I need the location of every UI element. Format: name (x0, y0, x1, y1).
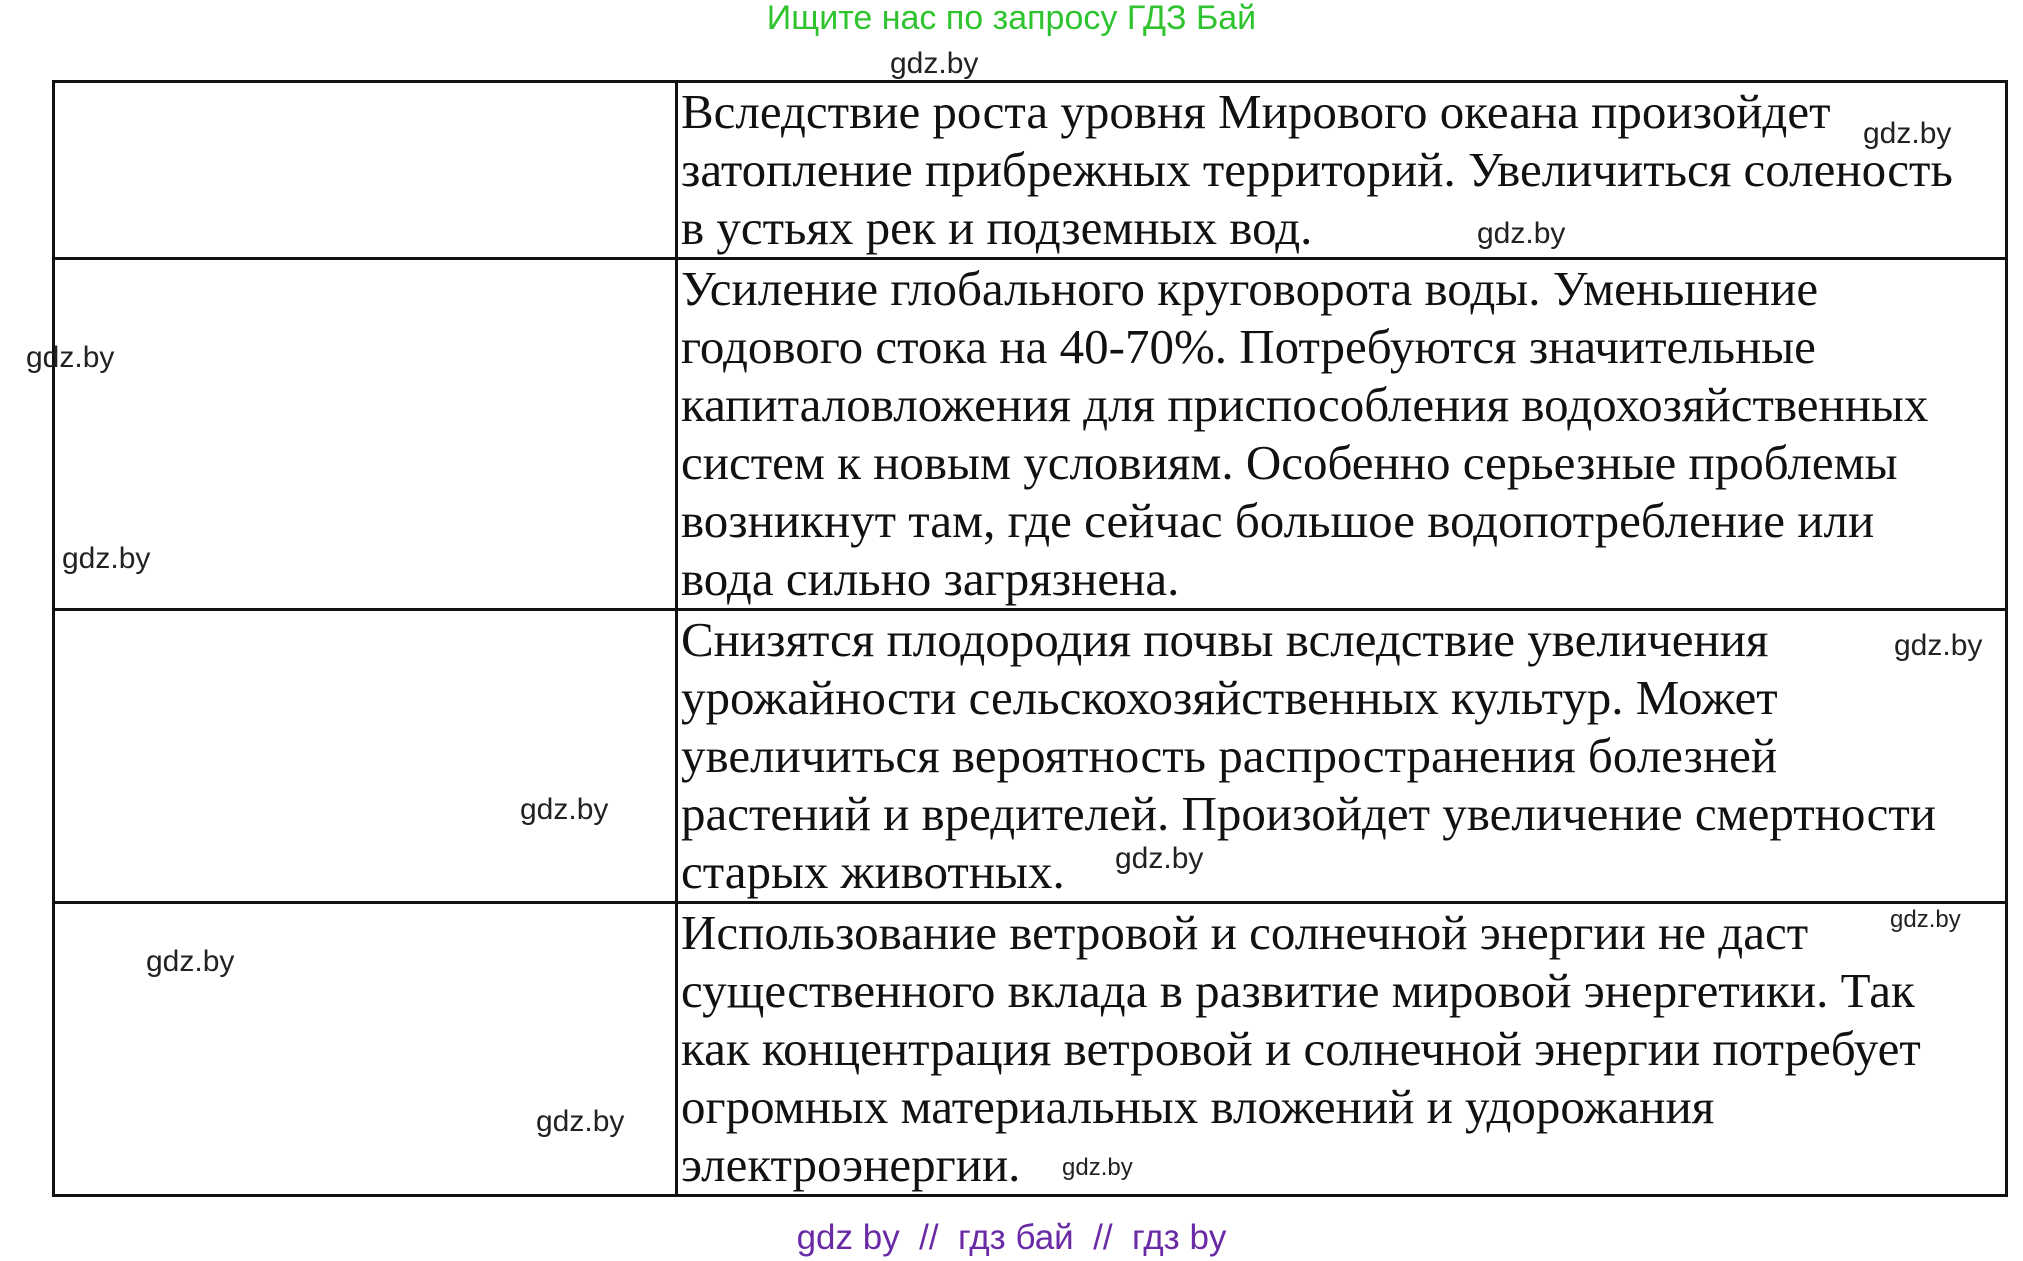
cell-line: Снизятся плодородия почвы вследствие увеличения (681, 612, 1769, 667)
watermark: gdz.by (146, 945, 235, 978)
cell-line: годового стока на 40-70%. Потребуются значительные (681, 319, 1816, 374)
watermark: gdz.by (536, 1105, 625, 1138)
cell-line: Вследствие роста уровня Мирового океана произойдет (681, 84, 1831, 139)
cell-line: существенного вклада в развитие мировой энергетики. Так (681, 963, 1915, 1018)
cell-line: вода сильно загрязнена. (681, 551, 1180, 606)
watermark: gdz.by (62, 542, 151, 575)
cell-line: затопление прибрежных территорий. Увеличиться соленость (681, 142, 1953, 197)
watermark: gdz.by (520, 793, 609, 826)
watermark: gdz.by (890, 47, 979, 80)
footer-links (0, 1218, 2023, 1258)
cell-line: старых животных. (681, 844, 1065, 899)
table-row (54, 259, 2007, 610)
cell-line: урожайности сельскохозяйственных культур. Может (681, 670, 1778, 725)
table-row (54, 903, 2007, 1196)
right-cell (677, 259, 2007, 610)
watermark: gdz.by (1890, 906, 1961, 933)
right-cell (677, 610, 2007, 903)
cell-line: капиталовложения для приспособления водохозяйственных (681, 377, 1929, 432)
watermark: gdz.by (1863, 117, 1952, 150)
cell-line: огромных материальных вложений и удорожания (681, 1079, 1715, 1134)
cell-line: электроэнергии. (681, 1137, 1021, 1192)
cell-line: как концентрация ветровой и солнечной энергии потребует (681, 1021, 1921, 1076)
promo-header (0, 0, 2023, 36)
watermark: gdz.by (1894, 629, 1983, 662)
answer-table (52, 80, 2008, 1197)
footer-text: gdz by // гдз бай // гдз by (796, 1218, 1227, 1257)
cell-line: растений и вредителей. Произойдет увеличение смертности (681, 786, 1936, 841)
left-cell (54, 82, 677, 259)
cell-line: в устьях рек и подземных вод. (681, 200, 1313, 255)
cell-line: Использование ветровой и солнечной энергии не даст (681, 905, 1809, 960)
table-row (54, 82, 2007, 259)
watermark: gdz.by (1062, 1154, 1133, 1181)
right-cell (677, 82, 2007, 259)
table-row (54, 610, 2007, 903)
cell-line: Усиление глобального круговорота воды. Уменьшение (681, 261, 1819, 316)
right-cell (677, 903, 2007, 1196)
cell-line: систем к новым условиям. Особенно серьезные проблемы (681, 435, 1898, 490)
watermark: gdz.by (1477, 217, 1566, 250)
cell-line: возникнут там, где сейчас большое водопотребление или (681, 493, 1875, 548)
cell-line: увеличиться вероятность распространения болезней (681, 728, 1778, 783)
left-cell (54, 610, 677, 903)
promo-text: Ищите нас по запросу ГДЗ Бай (766, 0, 1257, 37)
watermark: gdz.by (26, 341, 115, 374)
watermark: gdz.by (1115, 842, 1204, 875)
